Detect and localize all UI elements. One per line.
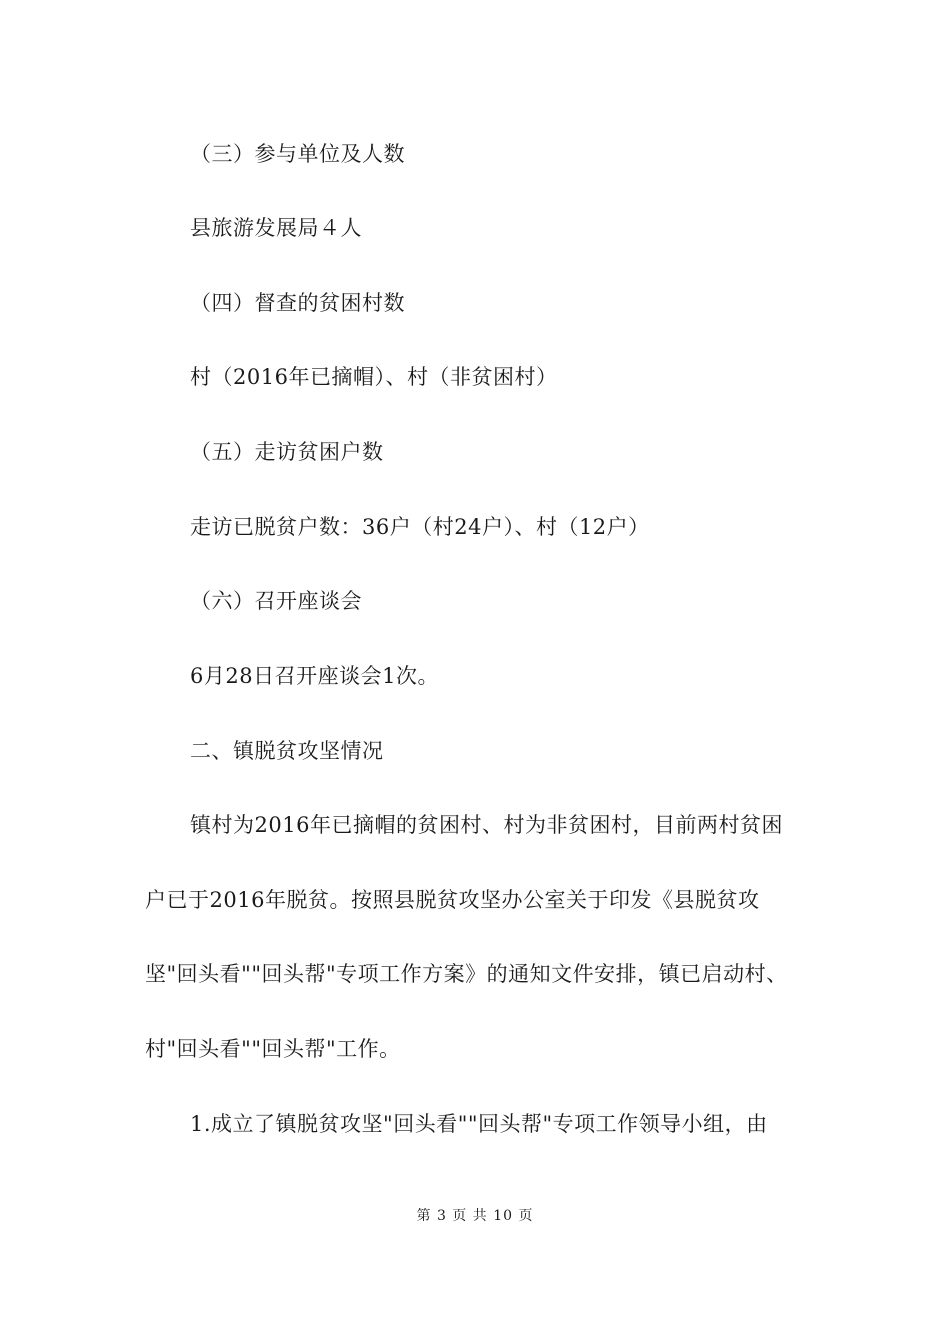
households-text: 走访已脱贫户数：36户（村24户）、村（12户） (190, 515, 650, 539)
page-footer: 第 3 页 共 10 页 (416, 1208, 534, 1224)
villages-text: 村（2016年已摘帽）、村（非贫困村） (190, 365, 558, 389)
paragraph-line-2: 户已于2016年脱贫。按照县脱贫攻坚办公室关于印发《县脱贫攻 (145, 888, 760, 912)
paragraph-line-1: 镇村为2016年已摘帽的贫困村、村为非贫困村，目前两村贫困 (190, 813, 783, 837)
heading-villages: （四）督查的贫困村数 (190, 291, 405, 315)
participants-text: 县旅游发展局４人 (190, 216, 362, 240)
heading-participants: （三）参与单位及人数 (190, 142, 405, 166)
paragraph-line-4: 村"回头看""回头帮"工作。 (145, 1037, 401, 1061)
meeting-text: 6月28日召开座谈会1次。 (190, 664, 439, 688)
heading-meeting: （六）召开座谈会 (190, 589, 362, 613)
list-item-1: 1.成立了镇脱贫攻坚"回头看""回头帮"专项工作领导小组，由 (190, 1112, 768, 1136)
heading-households: （五）走访贫困户数 (190, 440, 384, 464)
paragraph-line-3: 坚"回头看""回头帮"专项工作方案》的通知文件安排，镇已启动村、 (145, 962, 788, 986)
heading-section-two: 二、镇脱贫攻坚情况 (190, 739, 384, 763)
